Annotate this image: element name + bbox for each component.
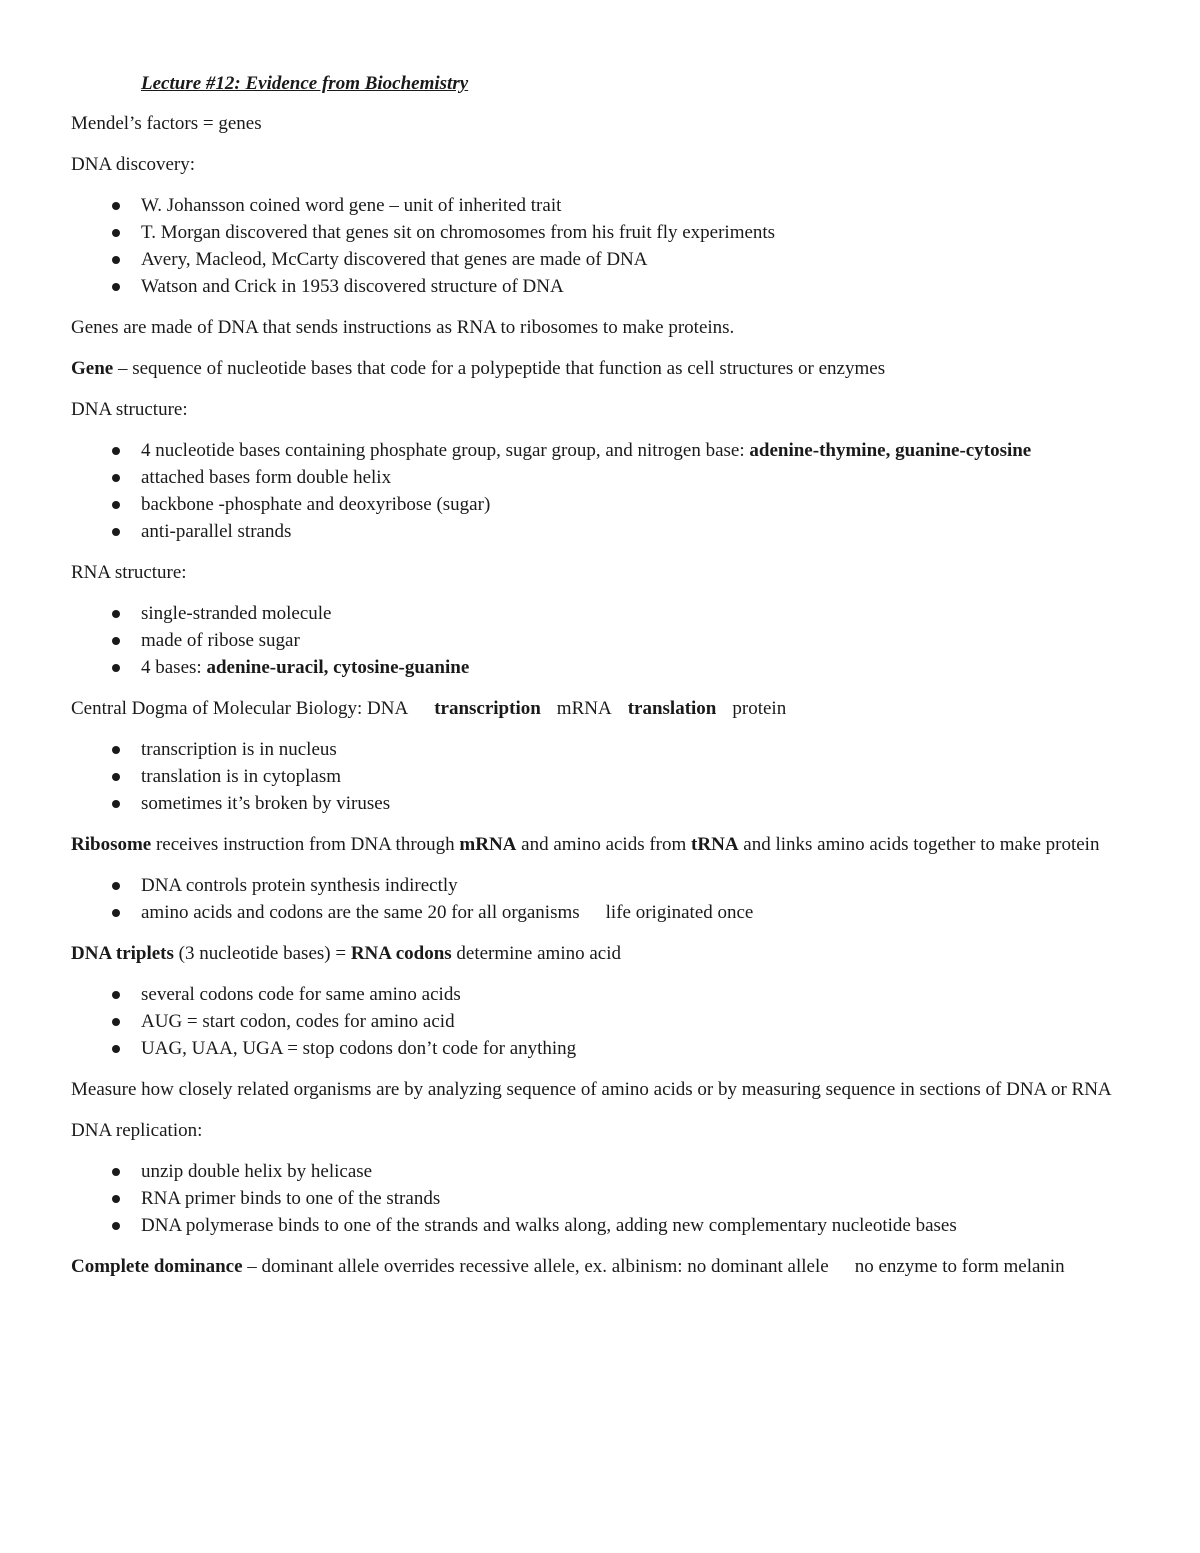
list-item: backbone -phosphate and deoxyribose (sugar) (141, 491, 1141, 518)
list-item: sometimes it’s broken by viruses (141, 790, 1141, 817)
measure-paragraph: Measure how closely related organisms are by analyzing sequence of amino acids or by measuring sequence in sections of DNA or RNA (71, 1079, 1112, 1100)
trna-bold: tRNA (691, 834, 739, 855)
list-item-text: life originated once (605, 902, 754, 923)
ribosome-list (71, 872, 1141, 926)
triplets-paragraph (71, 940, 1141, 967)
list-item: transcription is in nucleus (141, 736, 1141, 763)
list-item: T. Morgan discovered that genes sit on chromosomes from his fruit fly experiments (141, 219, 1141, 246)
list-item: made of ribose sugar (141, 627, 1141, 654)
dogma-protein: protein (732, 698, 787, 719)
rna-structure-heading: RNA structure: (71, 562, 187, 583)
document-page (71, 70, 1141, 1294)
list-item-text: amino acids and codons are the same 20 for all organisms (141, 902, 580, 923)
gene-definition (71, 355, 1141, 382)
list-item: RNA primer binds to one of the strands (141, 1185, 1141, 1212)
dna-structure-list (71, 437, 1141, 545)
list-item: DNA polymerase binds to one of the strands and walks along, adding new complementary nucleotide bases (141, 1212, 1141, 1239)
list-item: Watson and Crick in 1953 discovered structure of DNA (141, 273, 1141, 300)
central-dogma (71, 695, 1141, 722)
mendel-paragraph: Mendel’s factors = genes (71, 113, 262, 134)
gene-definition-text: – sequence of nucleotide bases that code for a polypeptide that function as cell structures or enzymes (113, 358, 886, 379)
ribosome-paragraph (71, 831, 1141, 858)
replication-heading: DNA replication: (71, 1120, 203, 1141)
list-item: UAG, UAA, UGA = stop codons don’t code for anything (141, 1035, 1141, 1062)
codons-bold: RNA codons (350, 943, 452, 964)
dogma-list (71, 736, 1141, 817)
rna-bases-bold: adenine-uracil, cytosine-guanine (206, 657, 470, 678)
dogma-prefix: Central Dogma of Molecular Biology: DNA (71, 698, 409, 719)
list-item: unzip double helix by helicase (141, 1158, 1141, 1185)
dominance-text: no enzyme to form melanin (854, 1256, 1065, 1277)
gene-term: Gene (71, 358, 114, 379)
dna-discovery-list (71, 192, 1141, 300)
replication-list (71, 1158, 1141, 1239)
list-item: Avery, Macleod, McCarty discovered that genes are made of DNA (141, 246, 1141, 273)
list-item-text: 4 nucleotide bases containing phosphate group, sugar group, and nitrogen base: (141, 440, 750, 461)
genes-paragraph: Genes are made of DNA that sends instructions as RNA to ribosomes to make proteins. (71, 317, 735, 338)
triplets-text: determine amino acid (451, 943, 622, 964)
list-item: AUG = start codon, codes for amino acid (141, 1008, 1141, 1035)
triplets-text: (3 nucleotide bases) = (173, 943, 351, 964)
dna-discovery-heading: DNA discovery: (71, 154, 196, 175)
ribosome-term: Ribosome (71, 834, 152, 855)
dominance-text: – dominant allele overrides recessive allele, ex. albinism: no dominant allele (242, 1256, 829, 1277)
list-item (141, 899, 1141, 926)
dogma-translation: translation (627, 698, 717, 719)
list-item (141, 437, 1141, 464)
codons-list (71, 981, 1141, 1062)
list-item: W. Johansson coined word gene – unit of inherited trait (141, 192, 1141, 219)
page-title: Lecture #12: Evidence from Biochemistry (141, 73, 469, 94)
rna-structure-list (71, 600, 1141, 681)
list-item (141, 654, 1141, 681)
dominance-paragraph (71, 1253, 1141, 1280)
list-item: translation is in cytoplasm (141, 763, 1141, 790)
dna-structure-heading: DNA structure: (71, 399, 188, 420)
list-item: several codons code for same amino acids (141, 981, 1141, 1008)
base-pairs-bold: adenine-thymine, guanine-cytosine (749, 440, 1032, 461)
list-item: single-stranded molecule (141, 600, 1141, 627)
dogma-mrna: mRNA (556, 698, 612, 719)
list-item: DNA controls protein synthesis indirectly (141, 872, 1141, 899)
list-item-text: 4 bases: (141, 657, 207, 678)
dogma-transcription: transcription (434, 698, 541, 719)
list-item: attached bases form double helix (141, 464, 1141, 491)
dominance-term: Complete dominance (71, 1256, 243, 1277)
ribosome-text: receives instruction from DNA through (151, 834, 460, 855)
mrna-bold: mRNA (459, 834, 517, 855)
ribosome-text: and amino acids from (516, 834, 692, 855)
triplets-term: DNA triplets (71, 943, 174, 964)
list-item: anti-parallel strands (141, 518, 1141, 545)
ribosome-text: and links amino acids together to make protein (738, 834, 1100, 855)
